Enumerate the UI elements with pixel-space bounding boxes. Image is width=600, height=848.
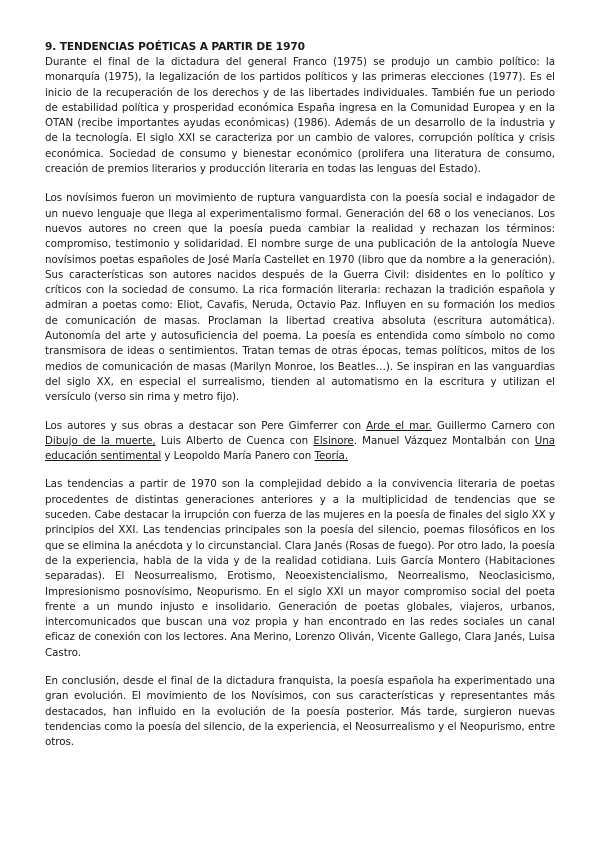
work-title-una-educacion-sentimental: Una educación sentimental bbox=[45, 434, 555, 463]
paragraph-authors-works bbox=[45, 419, 555, 465]
authors-text-5: y Leopoldo María Panero con bbox=[161, 450, 315, 463]
authors-text-4: . Manuel Vázquez Montalbán con bbox=[353, 434, 535, 447]
paragraph-conclusion: En conclusión, desde el final de la dictadura franquista, la poesía española ha experimentado una gran evolución. El movimiento de los Novísimos, con sus características y representantes más destacados, han influido en la evolución de la poesía posterior. Más tarde, surgieron nuevas tendencias como la poesía del silencio, de la experiencia, el Neosurrealismo y el Neopurismo, entre otros. bbox=[45, 674, 555, 749]
work-title-arde-el-mar: Arde el mar. bbox=[366, 419, 432, 432]
paragraph-tendencies: Las tendencias a partir de 1970 son la complejidad debido a la convivencia literaria de poetas procedentes de distintas generaciones anteriores y a la multiplicidad de tendencias que se suceden. Cabe destacar la irrupción con fuerza de las mujeres en la poesía de finales del siglo XX y principios del XXI. Las tendencias principales son la poesía del silencio, poemas filosóficos en los que se elimina la anécdota y lo circunstancial. Clara Janés (Rosas de fuego). Por otro lado, la poesía de la experiencia, habla de la vida y de la realidad cotidiana. Luis García Montero (Habitaciones separadas). El Neosurrealismo, Erotismo, Neoexistencialismo, Neorrealismo, Neoclasicismo, Impresionismo posnovísimo, Neopurismo. En el siglo XXI un mayor compromiso social del poeta frente a un mundo injusto e insolidario. Generación de poetas globales, viajeros, urbanos, intercomunicados que buscan una voz propia y han encontrado en las redes sociales un canal eficaz de conexión con los lectores. Ana Merino, Lorenzo Oliván, Vicente Gallego, Clara Janés, Luisa Castro. bbox=[45, 478, 555, 659]
section-title: 9. TENDENCIAS POÉTICAS A PARTIR DE 1970 bbox=[45, 41, 305, 53]
paragraph-novisimos: Los novísimos fueron un movimiento de ruptura vanguardista con la poesía social e indagador de un nuevo lenguaje que llega al experimentalismo formal. Generación del 68 o los venecianos. Los nuevos autores no creen que la poesía pueda cambiar la realidad y rechazan los términos: compromiso, testimonio y solidaridad. El nombre surge de una publicación de la antología Nueve novísimos poetas españoles de José María Castellet en 1970 (libro que da nombre a la generación). Sus características son autores nacidos después de la Guerra Civil: disidentes en lo político y críticos con la sociedad de consumo. La rica formación literaria: rechazan la tradición española y admiran a poetas como: Eliot, Cavafis, Neruda, Octavio Paz. Influyen en su formación los medios de comunicación de masas. Proclaman la libertad creativa absoluta (escritura automática). Autonomía del arte y autosuficiencia del poema. La poesía es entendida como símbolo no como transmisora de ideas o sentimientos. Tratan temas de otras épocas, temas políticos, mitos de los medios de comunicación de masas (Marilyn Monroe, los Beatles…). Se inspiran en las vanguardias del siglo XX, en especial el surrealismo, tienden al automatismo en la escritura y utilizan el versículo (verso sin rima y metro fijo). bbox=[45, 192, 555, 404]
authors-text-3: Luis Alberto de Cuenca con bbox=[155, 434, 314, 447]
authors-text-2: Guillermo Carnero con bbox=[431, 419, 556, 432]
work-title-teoria: Teoría. bbox=[314, 450, 349, 463]
paragraph-historical-context: Durante el final de la dictadura del general Franco (1975) se produjo un cambio político: la monarquía (1975), la legalización de los partidos políticos y las primeras elecciones (1977). Es el inicio de la recuperación de los derechos y de las libertades individuales. También fue un periodo de estabilidad política y prosperidad económica España ingresa en la Comunidad Europea y en la OTAN (recibe importantes ayudas económicas) (1986). Además de un desarrollo de la industria y de la tecnología. El siglo XXI se caracteriza por un cambio de valores, corrupción política y crisis económica. Sociedad de consumo y bienestar económico (prolifera una literatura de consumo, creación de premios literarios y producción literaria en todas las lenguas del Estado). bbox=[45, 56, 555, 176]
work-title-elsinore: Elsinore bbox=[313, 434, 354, 447]
work-title-dibujo-de-la-muerte: Dibujo de la muerte, bbox=[45, 434, 156, 447]
authors-text-1: Los autores y sus obras a destacar son Pere Gimferrer con bbox=[45, 419, 367, 432]
